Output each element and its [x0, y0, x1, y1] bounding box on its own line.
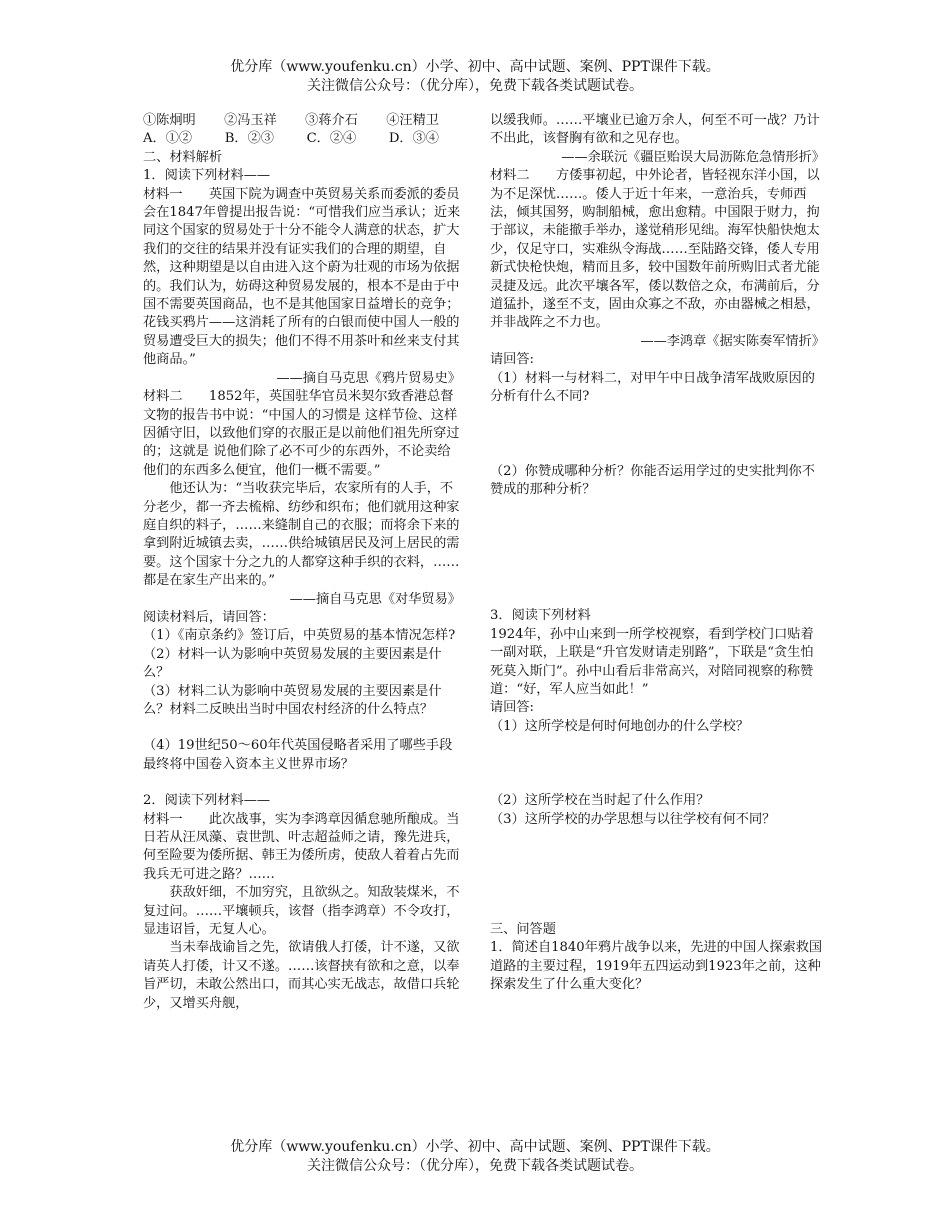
essay-question-1: 1．简述自1840年鸦片战争以来，先进的中国人探索救国道路的主要过程，1919年五四运动到1923年之前，这种探索发生了什么重大变化？: [490, 940, 823, 993]
q1-material-2-cont: 他还认为：“当收获完毕后，农家所有的人手，不分老少，都一齐去梳棉、纺纱和织布；他们就用这种家庭自织的料子，……来缝制自己的衣服；而将余下来的拿到附近城镇去卖，……供给城镇居民及河上居民的需要。这个国家十分之九的人都穿这种手织的衣料，……都是在家生产出来的。”: [143, 481, 460, 589]
q2-prompt: 请回答:: [490, 352, 535, 368]
header-line-2: 关注微信公众号：（优分库），免费下载各类试题试卷。: [307, 78, 643, 94]
person-option: ③蒋介石: [305, 113, 358, 128]
q1-material-2: 材料二 1852年，英国驻华官员米契尔致香港总督文物的报告书中说：“中国人的习惯是 这样节俭、这样因循守旧，以致他们穿的衣服正是以前他们祖先所穿过的；这就是 说他们除了必不可少的东西外，不论卖给他们的东西多么便宜，他们一概不需要。”: [143, 389, 460, 478]
q1-material-1-source: ——摘自马克思《鸦片贸易史》: [276, 370, 461, 386]
question-3-title: 3．阅读下列材料: [490, 608, 591, 624]
section-3-title: 三、问答题: [490, 921, 556, 937]
answer-choices: [143, 130, 461, 148]
q2-sub-2: （2）你赞成哪种分析？你能否运用学过的史实批判你不赞成的那种分析？: [490, 463, 815, 497]
q1-material-1: 材料一 英国下院为调查中英贸易关系而委派的委员会在1847年曾提出报告说：“可惜我们应当承认；近来同这个国家的贸易处于十分不能令人满意的状态，扩大我们的交往的结果并没有证实我们的合理的期望，自然，这种期望是以自由进入这个蔚为壮观的市场为依据的。我们认为，妨碍这种贸易发展的，根本不是由于中国不需要英国商品，也不是其他国家日益增长的竞争；花钱买鸦片——这消耗了所有的白银而使中国人一般的贸易遭受巨大的损失；他们不得不用茶叶和丝来支付其他商品。”: [143, 186, 461, 368]
left-column: [143, 112, 461, 1013]
person-option: ②冯玉祥: [224, 113, 277, 128]
page-footer: [0, 1138, 950, 1176]
q3-material: 1924年，孙中山来到一所学校视察，看到学校门口贴着一副对联，上联是“升官发财请走别路”，下联是“贪生怕死莫入斯门”。孙中山看后非常高兴，对陪同视察的称赞道：“好，军人应当如此！”: [490, 626, 814, 697]
question-2-title: 2．阅读下列材料——: [143, 793, 271, 809]
q1-sub-3: （3）材料二认为影响中英贸易发展的主要因素是什么？材料二反映出当时中国农村经济的什么特点？: [143, 683, 442, 717]
choice-b: B．②③: [224, 131, 274, 147]
choice-a: A．①②: [143, 131, 193, 147]
person-option: ④汪精卫: [386, 113, 439, 128]
q3-prompt: 请回答:: [490, 700, 535, 716]
right-column: [490, 112, 825, 995]
q2-sub-1: （1）材料一与材料二，对甲午中日战争清军战败原因的分析有什么不同?: [490, 370, 815, 405]
choice-c: C．②④: [306, 131, 357, 147]
q3-sub-1: （1）这所学校是何时何地创办的什么学校？: [490, 718, 749, 734]
question-1-title: 1．阅读下列材料——: [143, 168, 271, 184]
q2-material-1: 材料一 此次战事，实为李鸿章因循怠驰所酿成。当日若从汪凤藻、袁世凯、叶志超益师之请，豫先进兵，何至险要为倭所据、韩王为倭所虏，使敌人着着占先而我兵无可进之路？……: [143, 811, 460, 882]
footer-line-1: 优分库（www.youfenku.cn）小学、初中、高中试题、案例、PPT课件下载。: [230, 1139, 720, 1155]
q2-material-1-para-3: 当未奉战谕旨之先，欲请俄人打倭，计不遂，又欲请英人打倭，计又不遂。……该督挟有欲和之意，以奉旨严切，未敢公然出口，而其心实无战志，故借口兵轮少，又增买舟舰，: [143, 940, 460, 1011]
person-option: ①陈炯明: [143, 113, 196, 128]
section-2-title: 二、材料解析: [143, 149, 223, 165]
q1-sub-2: （2）材料一认为影响中英贸易发展的主要因素是什么？: [143, 646, 442, 681]
header-line-1: 优分库（www.youfenku.cn）小学、初中、高中试题、案例、PPT课件下载。: [230, 59, 720, 75]
q2-material-1-source: ——余联沅《疆臣贻误大局沥陈危急情形折》: [561, 149, 825, 165]
q3-sub-2: （2）这所学校在当时起了什么作用？: [490, 793, 710, 809]
q2-material-1-para-2: 获敌奸细，不加穷究，且欲纵之。知敌装煤米，不复过问。……平壤顿兵，该督（指李鸿章）不令攻打，显违诏旨，无复人心。: [143, 885, 460, 938]
q1-material-2-source: ——摘自马克思《对华贸易》: [289, 591, 461, 607]
choice-d: D．③④: [388, 131, 439, 147]
q2-material-1-continued: 以缓我师。……平壤业已逾万余人，何至不可一战？乃计不出此，该督胸有欲和之见存也。: [490, 113, 820, 147]
q2-material-2-source: ——李鸿章《据实陈奏军情折》: [640, 333, 825, 349]
page-header: [0, 58, 950, 96]
q1-sub-1: （1）《南京条约》签订后，中英贸易的基本情况怎样?: [143, 628, 456, 644]
q1-sub-4: （4）19世纪50～60年代英国侵略者采用了哪些手段最终将中国卷入资本主义世界市场？: [143, 738, 453, 772]
persons-list: [143, 112, 461, 130]
q1-prompt: 阅读材料后，请回答：: [143, 609, 275, 625]
q3-sub-3: （3）这所学校的办学思想与以往学校有何不同？: [490, 811, 776, 827]
footer-line-2: 关注微信公众号：（优分库），免费下载各类试题试卷。: [307, 1158, 643, 1174]
q2-material-2: 材料二 方倭事初起，中外论者，皆轻视东洋小国，以为不足深忧……。倭人于近十年来，一意治兵，专师西法，倾其国努，购制船械，愈出愈精。中国限于财力，拘于部议，未能撤手举办，遂觉稍形见绌。海军快船快炮太少，仅足守口，实难纵令海战……至陆路交锋，倭人专用新式快枪快炮，精而且多，较中国数年前所购旧式者尤能灵捷及远。此次平壤各军，倭以数倍之众，布满前后，分道猛扑，遂至不支，固由众寡之不敌，亦由器械之相悬，并非战阵之不力也。: [490, 168, 820, 331]
